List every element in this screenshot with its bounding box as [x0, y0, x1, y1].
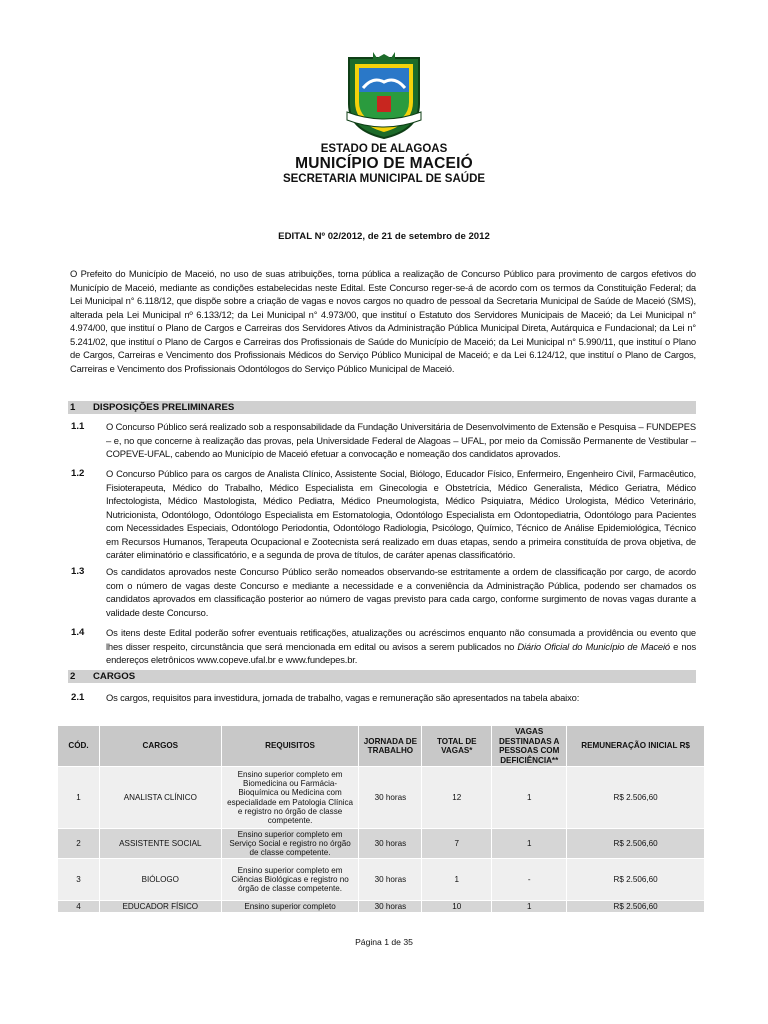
- cell-requisitos: Ensino superior completo em Serviço Social e registro no órgão de classe competente.: [221, 829, 359, 859]
- cell-remuneracao: R$ 2.506,60: [567, 901, 705, 913]
- column-header: CARGOS: [99, 726, 221, 767]
- cell-total: 12: [422, 767, 492, 829]
- column-header: TOTAL DE VAGAS*: [422, 726, 492, 767]
- item-number: 2.1: [71, 692, 85, 703]
- cell-cod: 2: [58, 829, 100, 859]
- table-row: [58, 829, 705, 859]
- secretariat-name: SECRETARIA MUNICIPAL DE SAÚDE: [282, 173, 486, 185]
- cell-requisitos: Ensino superior completo em Ciências Biológicas e registro no órgão de classe competente.: [221, 859, 359, 901]
- cell-cod: 4: [58, 901, 100, 913]
- cell-cod: 1: [58, 767, 100, 829]
- cargos-table: [57, 725, 705, 913]
- cell-cargo: ASSISTENTE SOCIAL: [99, 829, 221, 859]
- column-header: CÓD.: [58, 726, 100, 767]
- section-number: 1: [70, 402, 76, 413]
- cell-cod: 3: [58, 859, 100, 901]
- cell-deficiencia: 1: [492, 767, 567, 829]
- cell-deficiencia: -: [492, 859, 567, 901]
- section-title: DISPOSIÇÕES PRELIMINARES: [93, 402, 235, 413]
- item-number: 1.1: [71, 421, 85, 432]
- municipal-crest-icon: [343, 52, 425, 140]
- cell-remuneracao: R$ 2.506,60: [567, 767, 705, 829]
- cell-jornada: 30 horas: [359, 767, 422, 829]
- page-number: Página 1 de 35: [355, 937, 413, 947]
- cell-remuneracao: R$ 2.506,60: [567, 859, 705, 901]
- cell-deficiencia: 1: [492, 829, 567, 859]
- section-heading-1: [68, 401, 696, 414]
- item-text-part: e nos endereços eletrônicos www.copeve.ufal.br e www.fundepes.br.: [106, 640, 697, 665]
- municipality-name: MUNICÍPIO DE MACEIÓ: [295, 155, 473, 172]
- item-text-part: Os itens deste Edital poderão sofrer eventuais retificações, atualizações ou acréscimos enquanto não consumada a providência ou evento que lhes disser respeito, circunstância que será mencionada em edital ou avisos a serem publicados no: [106, 627, 696, 652]
- cell-cargo: ANALISTA CLÍNICO: [99, 767, 221, 829]
- cell-requisitos: Ensino superior completo em Biomedicina ou Farmácia-Bioquímica ou Medicina com especialidade em Patologia Clínica e registro no órgão de classe competente.: [221, 767, 359, 829]
- section-number: 2: [70, 671, 76, 682]
- section-title: CARGOS: [93, 671, 136, 682]
- column-header: VAGAS DESTINADAS A PESSOAS COM DEFICIÊNCIA**: [492, 726, 567, 767]
- cell-cargo: BIÓLOGO: [99, 859, 221, 901]
- item-text: O Concurso Público para os cargos de Analista Clínico, Assistente Social, Biólogo, Educador Físico, Enfermeiro, Engenheiro Civil, Farmacêutico, Fisioterapeuta, Médico do Trabalho, Médico Especialista em Ginecologia e Obstetrícia, Médico Generalista, Médico Geriatra, Médico Infectologista, Médico Mastologista, Médico Pediatra, Médico Pneumologista, Médico Psiquiatra, Médico Urologista, Médico Veterinário, Nutricionista, Odontólogo, Odontólogo Especialista em Estomatologia, Odontólogo Especialista em Odontopediatria, Odontólogo para Pacientes com Necessidades Especiais, Odontólogo Periodontia, Odontólogo Radiologia, Psicólogo, Químico, Técnico de Análise Epidemiológica, Técnico em Recursos Humanos, Terapeuta Ocupacional e Zootecnista será realizado em duas etapas, sendo a primeira constituída de prova objetiva, de caráter eliminatório e classificatório, e a segunda de prova de títulos, de caráter apenas classificatório.: [106, 468, 696, 560]
- cell-jornada: 30 horas: [359, 901, 422, 913]
- item-number: 1.4: [71, 627, 85, 638]
- item-text: [106, 626, 696, 667]
- table-header-row: [58, 726, 705, 767]
- column-header: REQUISITOS: [221, 726, 359, 767]
- cell-total: 10: [422, 901, 492, 913]
- item-text: O Concurso Público será realizado sob a responsabilidade da Fundação Universitária de Desenvolvimento de Extensão e Pesquisa – FUNDEPES – e, no que concerne à realização das provas, pela Universidade Federal de Alagoas – UFAL, por meio da Comissão Permanente de Vestibular – COPEVE-UFAL, cabendo ao Município de Maceió efetuar a convocação e nomeação dos candidatos aprovados.: [106, 421, 696, 459]
- cell-cargo: EDUCADOR FÍSICO: [99, 901, 221, 913]
- table-row: [58, 859, 705, 901]
- cell-jornada: 30 horas: [359, 859, 422, 901]
- item-number: 1.3: [71, 566, 85, 577]
- section-heading-2: [68, 670, 696, 683]
- item-number: 1.2: [71, 468, 85, 479]
- state-name: ESTADO DE ALAGOAS: [320, 143, 448, 155]
- table-row: [58, 901, 705, 913]
- item-text: Os cargos, requisitos para investidura, jornada de trabalho, vagas e remuneração são apresentados na tabela abaixo:: [106, 692, 580, 703]
- edital-title: EDITAL Nº 02/2012, de 21 de setembro de 2012: [278, 231, 490, 242]
- item-text-italic: Diário Oficial do Município de Maceió: [517, 640, 670, 652]
- cell-remuneracao: R$ 2.506,60: [567, 829, 705, 859]
- intro-paragraph: O Prefeito do Município de Maceió, no uso de suas atribuições, torna pública a realização de Concurso Público para provimento de cargos efetivos do Município de Maceió, mediante as condições estabelecidas neste Edital. Este Concurso reger-se-á de acordo com os termos da Constituição Federal; da Lei Municipal n° 6.118/12, que dispõe sobre a criação de vagas e novos cargos no quadro de pessoal da Secretaria Municipal de Saúde de Maceió (SMS), alterada pela Lei Municipal nº 6.133/12; da Lei Municipal n° 4.973/00, que instituí o Estatuto dos Servidores Municipais de Maceió; da Lei Municipal n° 4.974/00, que instituí o Plano de Cargos e Carreiras dos Servidores Ativos da Administração Pública Municipal Direta, Autárquica e Fundacional; da Lei n° 5.241/02, que instituí o Plano de Cargos e Carreiras dos Profissionais de Saúde do Município de Maceió; da Lei Municipal n° 5.990/11, que instituí o Plano de Cargos, Carreiras e Vencimento dos Profissionais Médicos do Serviço Público Municipal de Maceió; e da Lei 6.124/12, que instituí o Plano de Cargos, Carreiras e Vencimento dos Profissionais Odontólogos do Serviço Público Municipal de Maceió.: [70, 268, 696, 374]
- table-row: [58, 767, 705, 829]
- cell-deficiencia: 1: [492, 901, 567, 913]
- column-header: JORNADA DE TRABALHO: [359, 726, 422, 767]
- column-header: REMUNERAÇÃO INICIAL R$: [567, 726, 705, 767]
- cell-jornada: 30 horas: [359, 829, 422, 859]
- item-text: Os candidatos aprovados neste Concurso Público serão nomeados observando-se estritamente a ordem de classificação por cargo, de acordo com o número de vagas deste Concurso e mediante a necessidade e a conveniência da Administração Pública, podendo ser chamados os candidatos aprovados em classificação posterior ao número de vagas previsto para cada cargo, conforme surgimento de novas vagas durante a validade deste Concurso.: [106, 566, 696, 618]
- cell-total: 1: [422, 859, 492, 901]
- cell-total: 7: [422, 829, 492, 859]
- cell-requisitos: Ensino superior completo: [221, 901, 359, 913]
